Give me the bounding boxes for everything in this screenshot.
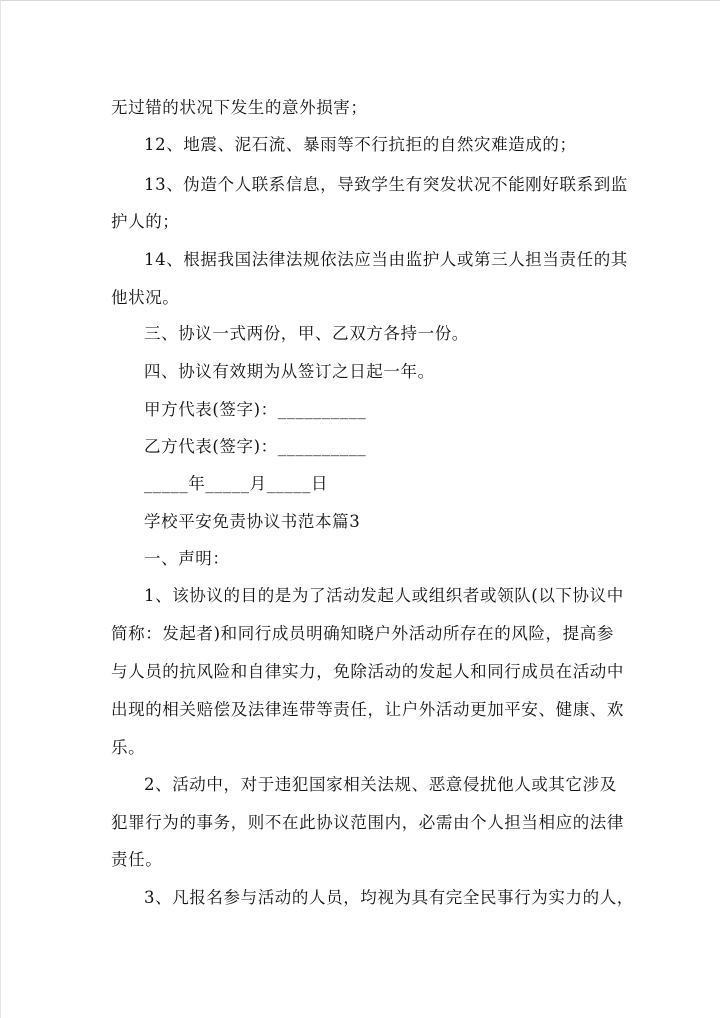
subsection-heading: 一、声明：	[144, 549, 230, 568]
text-line: 责任。	[111, 850, 163, 869]
text-line: 犯罪行为的事务，则不在此协议范围内，必需由个人担当相应的法律	[111, 813, 624, 832]
text-line: 四、协议有效期为从签订之日起一年。	[144, 362, 435, 381]
text-line: 无过错的状况下发生的意外损害；	[111, 98, 368, 117]
date-line: _____年_____月_____日	[144, 474, 329, 493]
text-line: 2、活动中，对于违犯国家相关法规、恶意侵扰他人或其它涉及	[144, 775, 617, 794]
text-line: 14、根据我国法律法规依法应当由监护人或第三人担当责任的其	[144, 250, 628, 269]
text-line: 与人员的抗风险和自律实力，免除活动的发起人和同行成员在活动中	[111, 662, 624, 681]
text-line: 3、凡报名参与活动的人员，均视为具有完全民事行为实力的人，	[144, 888, 634, 907]
text-line: 三、协议一式两份，甲、乙双方各持一份。	[144, 324, 469, 343]
text-line: 乐。	[111, 738, 146, 757]
text-line: 出现的相关赔偿及法律连带等责任，让户外活动更加平安、健康、欢	[111, 700, 624, 719]
text-line: 1、该协议的目的是为了活动发起人或组织者或领队(以下协议中	[144, 586, 624, 605]
text-line: 12、地震、泥石流、暴雨等不行抗拒的自然灾难造成的；	[144, 135, 577, 154]
signature-line-party-b: 乙方代表(签字)：__________	[144, 437, 367, 456]
text-line: 简称：发起者)和同行成员明确知晓户外活动所存在的风险，提高参	[111, 624, 614, 643]
text-line: 护人的；	[111, 212, 180, 231]
text-line: 13、伪造个人联系信息，导致学生有突发状况不能刚好联系到监	[144, 175, 628, 194]
text-line: 他状况。	[111, 288, 180, 307]
signature-line-party-a: 甲方代表(签字)：__________	[144, 400, 367, 419]
section-heading: 学校平安免责协议书范本篇3	[144, 512, 361, 531]
